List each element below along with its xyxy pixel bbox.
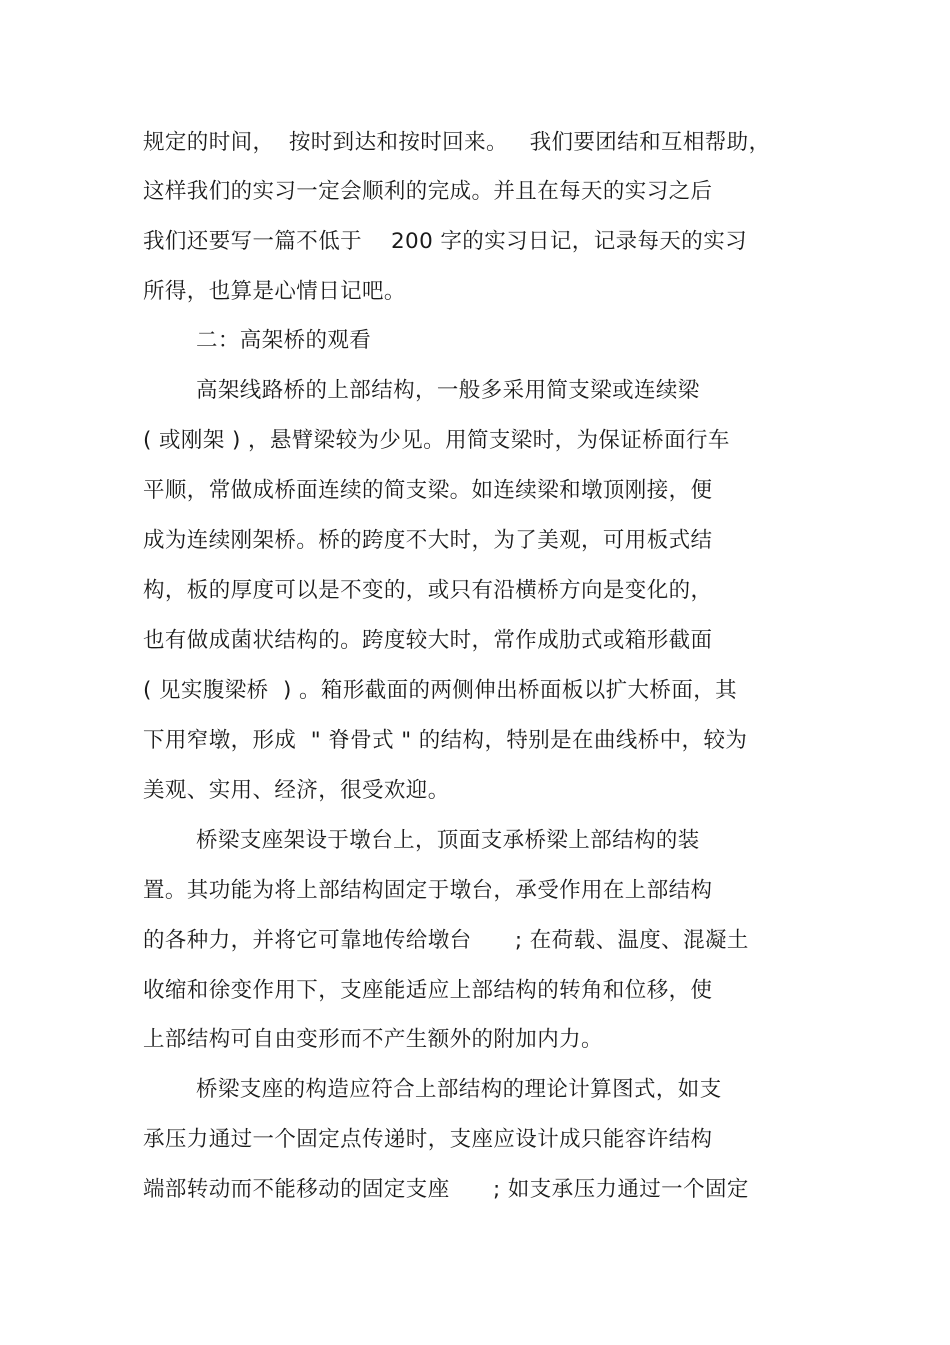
text-line: 平顺，常做成桥面连续的简支梁。如连续梁和墩顶刚接，便: [143, 478, 713, 503]
text-line: 也有做成菌状结构的。跨度较大时，常作成肋式或箱形截面: [143, 628, 713, 653]
section-heading: 二：高架桥的观看: [196, 328, 372, 353]
text-line: 所得，也算是心情日记吧。: [143, 279, 406, 304]
text-line: 构，板的厚度可以是不变的，或只有沿横桥方向是变化的，: [143, 578, 713, 603]
text-line: 端部转动而不能移动的固定支座 ; 如支承压力通过一个固定: [143, 1177, 749, 1202]
text-line: 美观、实用、经济，很受欢迎。: [143, 778, 450, 803]
text-line: 的各种力，并将它可靠地传给墩台 ; 在荷载、温度、混凝土: [143, 928, 749, 953]
text-line: 规定的时间， 按时到达和按时回来。 我们要团结和互相帮助，: [143, 130, 771, 155]
text-line: 置。其功能为将上部结构固定于墩台，承受作用在上部结构: [143, 878, 713, 903]
text-line: 这样我们的实习一定会顺利的完成。并且在每天的实习之后: [143, 179, 713, 204]
text-line: ( 或刚架 ) ，悬臂梁较为少见。用简支梁时，为保证桥面行车: [143, 428, 730, 453]
text-line: 下用窄墩，形成 " 脊骨式 " 的结构，特别是在曲线桥中，较为: [143, 728, 748, 753]
text-line: 高架线路桥的上部结构，一般多采用简支梁或连续梁: [196, 378, 700, 403]
text-line: 成为连续刚架桥。桥的跨度不大时，为了美观，可用板式结: [143, 528, 713, 553]
text-line: 承压力通过一个固定点传递时，支座应设计成只能容许结构: [143, 1127, 713, 1152]
text-line: 收缩和徐变作用下，支座能适应上部结构的转角和位移，使: [143, 978, 713, 1003]
text-line: 桥梁支座架设于墩台上，顶面支承桥梁上部结构的装: [196, 828, 700, 853]
text-line: 桥梁支座的构造应符合上部结构的理论计算图式，如支: [196, 1077, 722, 1102]
text-line: 我们还要写一篇不低于 200 字的实习日记，记录每天的实习: [143, 229, 748, 254]
text-line: ( 见实腹梁桥 ) 。箱形截面的两侧伸出桥面板以扩大桥面，其: [143, 678, 738, 703]
text-line: 上部结构可自由变形而不产生额外的附加内力。: [143, 1027, 603, 1052]
